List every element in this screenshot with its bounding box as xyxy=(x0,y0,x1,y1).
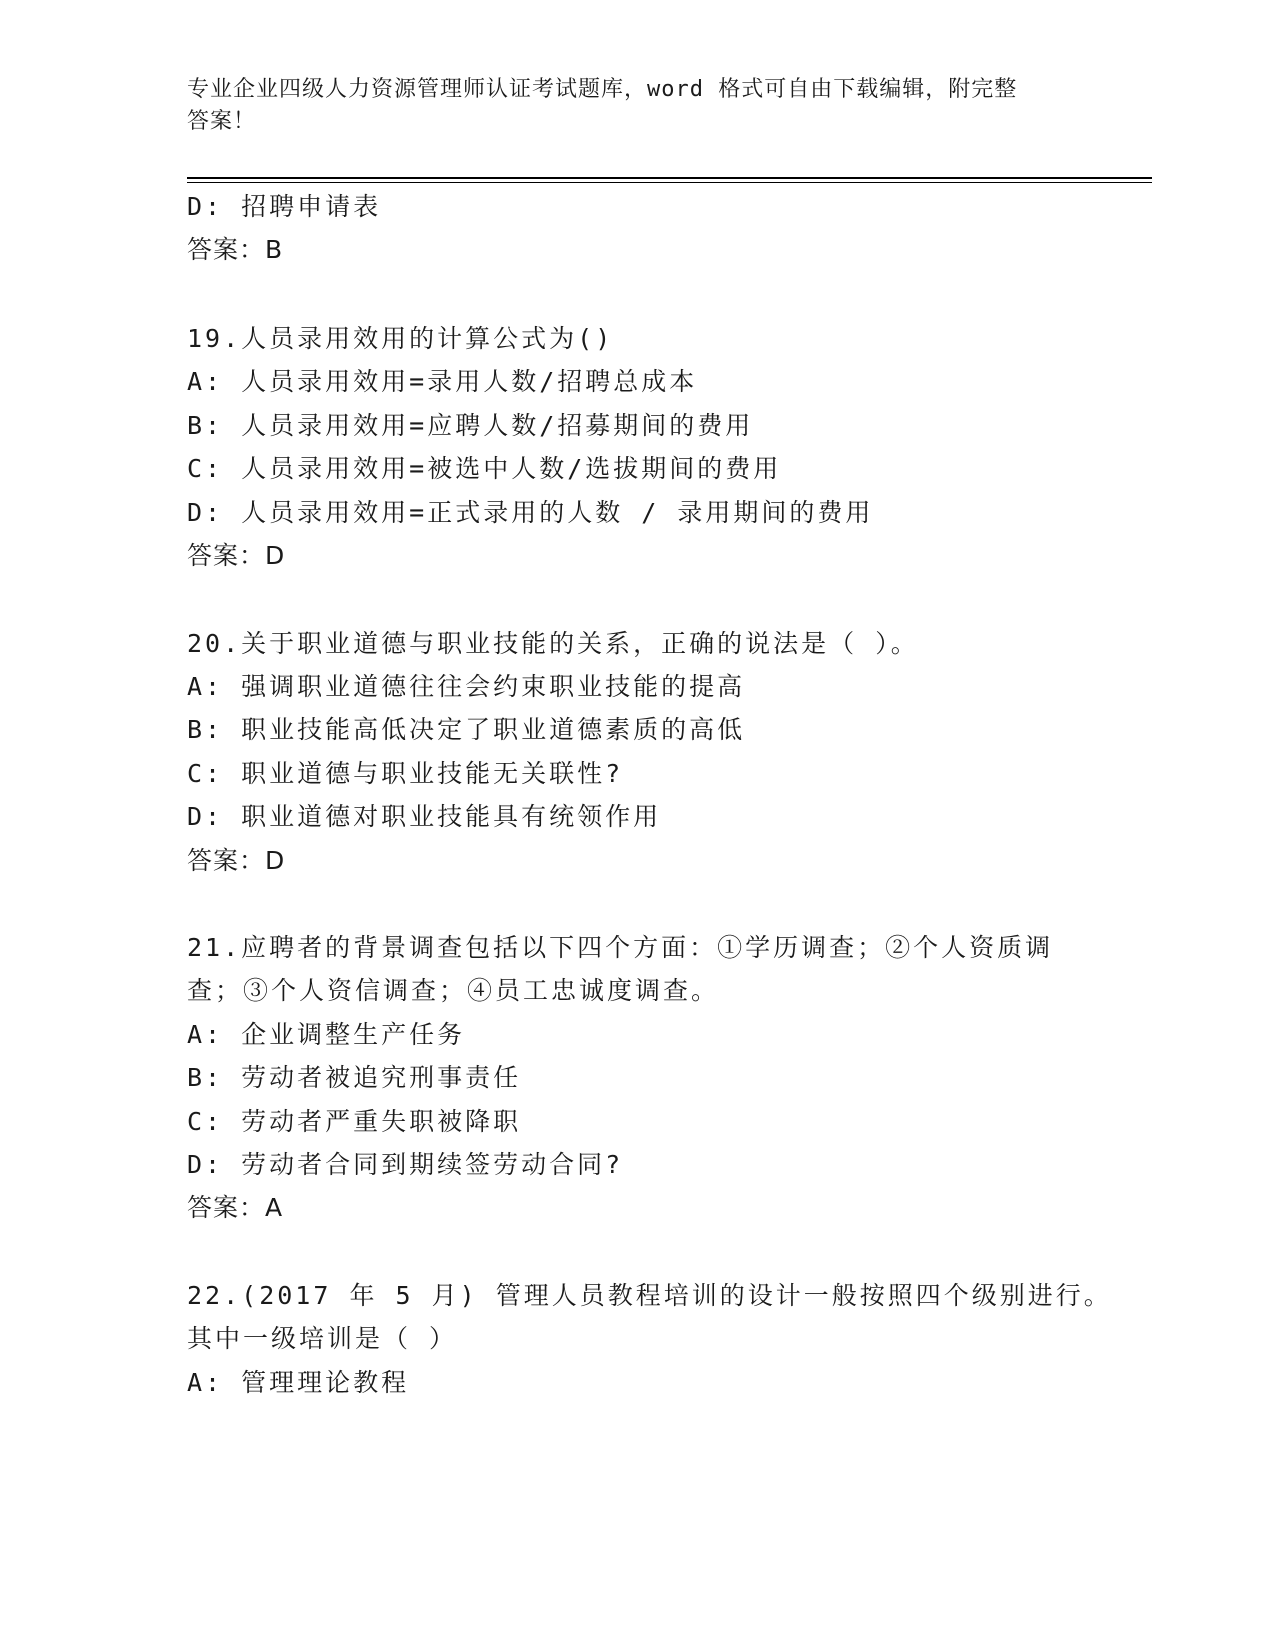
q20-option-d: D: 职业道德对职业技能具有统领作用 xyxy=(187,802,662,831)
q20-option-a: A: 强调职业道德往往会约束职业技能的提高 xyxy=(187,672,746,701)
q19-stem: 19.人员录用效用的计算公式为() xyxy=(187,324,614,353)
q21-answer: 答案：A xyxy=(187,1193,284,1222)
header-line-1: 专业企业四级人力资源管理师认证考试题库，word 格式可自由下载编辑，附完整 xyxy=(187,77,1018,102)
q19-option-a: A: 人员录用效用=录用人数/招聘总成本 xyxy=(187,367,698,396)
q20-option-c: C: 职业道德与职业技能无关联性? xyxy=(187,759,624,788)
header-line-2: 答案！ xyxy=(187,109,257,134)
q21-option-c: C: 劳动者严重失职被降职 xyxy=(187,1107,522,1136)
q22-stem-line-2: 其中一级培训是（ ） xyxy=(187,1324,458,1353)
q21-option-d: D: 劳动者合同到期续签劳动合同? xyxy=(187,1150,624,1179)
q20-option-b: B: 职业技能高低决定了职业道德素质的高低 xyxy=(187,715,746,744)
header-divider-thick xyxy=(187,177,1152,179)
q19-option-b: B: 人员录用效用=应聘人数/招募期间的费用 xyxy=(187,411,754,440)
q19-option-d: D: 人员录用效用=正式录用的人数 / 录用期间的费用 xyxy=(187,498,874,527)
q19-answer: 答案：D xyxy=(187,541,286,570)
q21-stem-line-2: 查；③个人资信调查；④员工忠诚度调查。 xyxy=(187,976,720,1005)
q20-stem: 20.关于职业道德与职业技能的关系，正确的说法是（ ）。 xyxy=(187,629,919,658)
q21-stem-line-1: 21.应聘者的背景调查包括以下四个方面：①学历调查；②个人资质调 xyxy=(187,933,1054,962)
document-header xyxy=(187,74,1067,138)
prev-answer: 答案：B xyxy=(187,235,284,264)
prev-option-d: D: 招聘申请表 xyxy=(187,192,382,221)
q22-stem-line-1: 22.(2017 年 5 月) 管理人员教程培训的设计一般按照四个级别进行。 xyxy=(187,1281,1112,1310)
header-divider-thin xyxy=(187,182,1152,183)
q22-option-a: A: 管理理论教程 xyxy=(187,1368,410,1397)
q21-option-b: B: 劳动者被追究刑事责任 xyxy=(187,1063,522,1092)
q21-option-a: A: 企业调整生产任务 xyxy=(187,1020,466,1049)
q20-answer: 答案：D xyxy=(187,846,286,875)
q19-option-c: C: 人员录用效用=被选中人数/选拔期间的费用 xyxy=(187,454,782,483)
